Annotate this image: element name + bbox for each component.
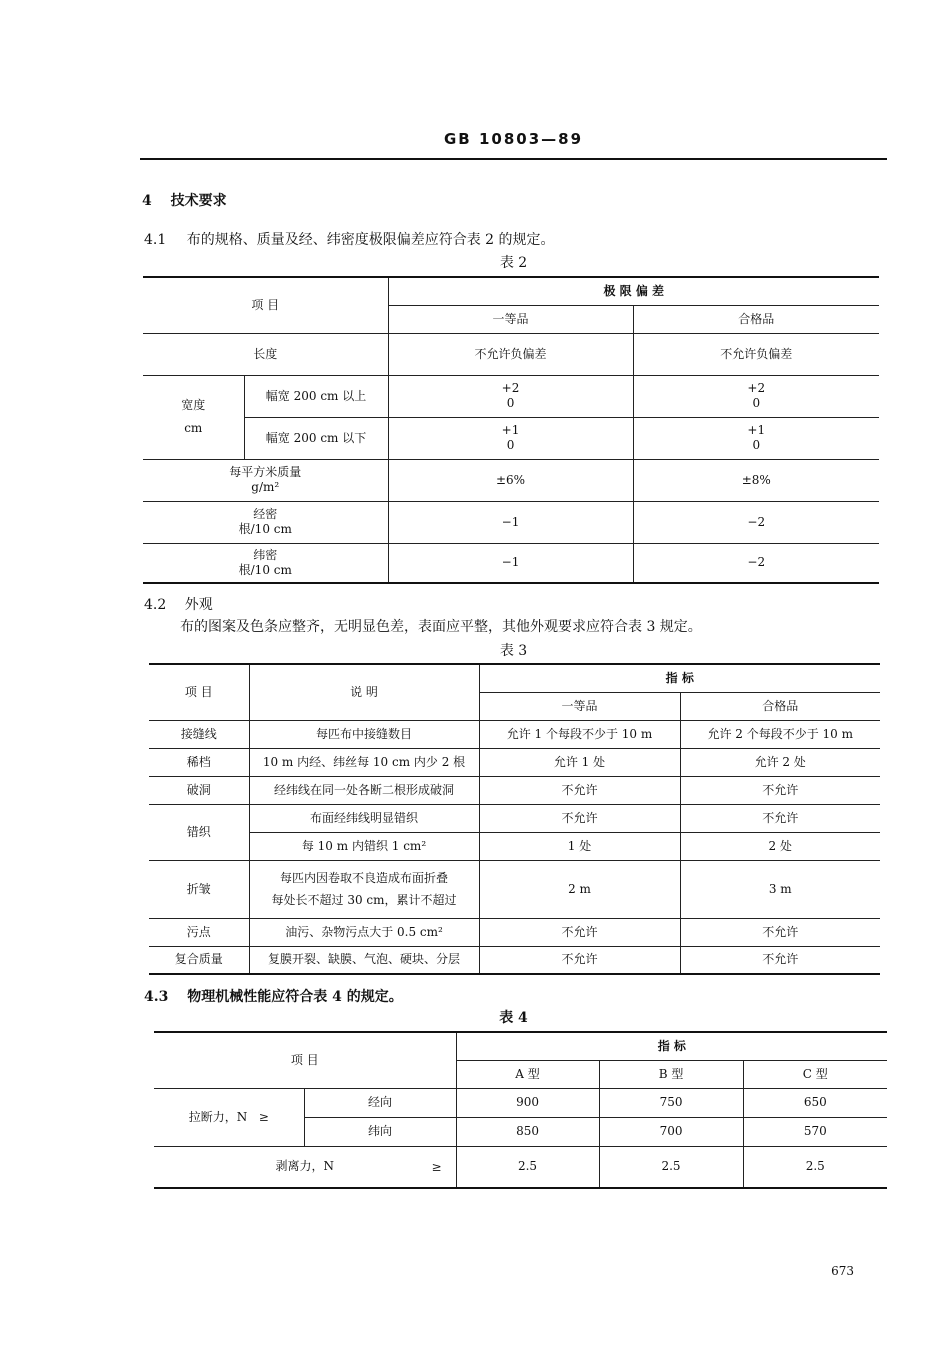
t3-fold-desc — [249, 860, 479, 918]
t4-header-a: A 型 — [456, 1060, 599, 1088]
t3-header-index: 指 标 — [479, 664, 880, 692]
section-4-1-text: 布的规格、质量及经、纬密度极限偏差应符合表 2 的规定。 — [186, 232, 555, 248]
t4-tensile-weft-b: 700 — [599, 1117, 743, 1146]
t4-tensile-warp-a: 900 — [456, 1088, 599, 1117]
t2-width-under-first-lower: 0 — [506, 438, 515, 452]
t4-peel-b: 2.5 — [599, 1146, 743, 1188]
t4-peel-symbol: ≥ — [431, 1159, 442, 1174]
t3-cell-first: 允许 1 个每段不少于 10 m — [479, 720, 680, 748]
t3-cell-qualified: 允许 2 处 — [680, 748, 880, 776]
t2-width-over-first-upper: +2 — [501, 381, 520, 395]
table-row — [149, 860, 880, 918]
t3-mis-item: 错织 — [149, 804, 249, 860]
table-3-caption: 表 3 — [499, 643, 528, 659]
table-row — [149, 832, 880, 860]
t2-width-under-qualified-lower: 0 — [752, 438, 761, 452]
section-4-2-heading — [144, 594, 213, 614]
t4-header-c: C 型 — [743, 1060, 887, 1088]
t3-cell-desc: 每匹布中接缝数目 — [249, 720, 479, 748]
t2-width-under-label: 幅宽 200 cm 以下 — [244, 417, 388, 459]
table-row — [149, 748, 880, 776]
t3-cell-item: 破洞 — [149, 776, 249, 804]
t4-header-item: 项 目 — [154, 1032, 456, 1088]
table-4-caption: 表 4 — [499, 1010, 528, 1026]
t2-width-label — [143, 375, 244, 459]
t4-peel-c: 2.5 — [743, 1146, 887, 1188]
t2-length-label: 长度 — [143, 333, 388, 375]
t2-mass-label — [143, 459, 388, 501]
t4-tensile-weft-c: 570 — [743, 1117, 887, 1146]
t3-mis-b-qualified: 2 处 — [680, 832, 880, 860]
t2-warp-name: 经密 — [253, 507, 278, 521]
t3-cell-item: 稀档 — [149, 748, 249, 776]
t2-width-over-qualified-upper: +2 — [747, 381, 766, 395]
t3-header-first: 一等品 — [479, 692, 680, 720]
t3-cell-qualified: 不允许 — [680, 946, 880, 974]
t4-peel-label — [154, 1146, 456, 1188]
t3-mis-b-first: 1 处 — [479, 832, 680, 860]
section-4-2-title: 外观 — [184, 597, 213, 613]
t3-cell-qualified: 不允许 — [680, 918, 880, 946]
t2-width-over-label: 幅宽 200 cm 以上 — [244, 375, 388, 417]
page-number: 673 — [831, 1264, 854, 1278]
t3-cell-item: 复合质量 — [149, 946, 249, 974]
table-3 — [149, 663, 880, 975]
t3-cell-first: 不允许 — [479, 946, 680, 974]
t2-width-over-first — [388, 375, 633, 417]
table-row — [149, 918, 880, 946]
t3-cell-desc: 油污、杂物污点大于 0.5 cm² — [249, 918, 479, 946]
t2-header-deviation: 极 限 偏 差 — [388, 277, 879, 305]
t2-length-qualified: 不允许负偏差 — [633, 333, 879, 375]
t3-header-item: 项 目 — [149, 664, 249, 720]
section-4-3-number: 4.3 — [144, 989, 169, 1005]
t2-width-name: 宽度 — [181, 398, 206, 412]
section-4-3 — [144, 986, 403, 1006]
t2-width-over-first-lower: 0 — [506, 396, 515, 410]
page-header: GB 10803—89 — [443, 130, 584, 148]
section-4-1-number: 4.1 — [144, 232, 167, 248]
t2-width-under-qualified — [633, 417, 879, 459]
section-4-2-text: 布的图案及色条应整齐，无明显色差，表面应平整，其他外观要求应符合表 3 规定。 — [180, 619, 702, 635]
t2-warp-label — [143, 501, 388, 543]
t4-header-b: B 型 — [599, 1060, 743, 1088]
t2-header-qualified: 合格品 — [633, 305, 879, 333]
t3-cell-desc: 复膜开裂、缺膜、气泡、硬块、分层 — [249, 946, 479, 974]
section-4-1 — [144, 229, 555, 249]
t3-mis-a-first: 不允许 — [479, 804, 680, 832]
t2-weft-name: 纬密 — [253, 547, 278, 562]
t2-width-under-first-upper: +1 — [501, 423, 520, 437]
t2-weft-first: −1 — [388, 543, 633, 583]
t3-fold-desc-line-2: 每处长不超过 30 cm，累计不超过 — [271, 893, 457, 907]
t2-weft-label — [143, 543, 388, 583]
section-4-number: 4 — [142, 193, 152, 209]
t2-header-first: 一等品 — [388, 305, 633, 333]
t2-width-unit: cm — [184, 421, 203, 435]
t2-header-item: 项 目 — [143, 277, 388, 333]
t3-cell-qualified: 不允许 — [680, 776, 880, 804]
t3-fold-item: 折皱 — [149, 860, 249, 918]
section-4-2-number: 4.2 — [144, 597, 167, 613]
t2-width-over-qualified-lower: 0 — [752, 396, 761, 410]
t3-mis-b-desc: 每 10 m 内错织 1 cm² — [249, 832, 479, 860]
t4-tensile-label: 拉断力，N ≥ — [154, 1088, 304, 1146]
t2-mass-unit: g/m² — [251, 480, 280, 494]
t3-header-desc: 说 明 — [249, 664, 479, 720]
t4-tensile-weft-a: 850 — [456, 1117, 599, 1146]
t2-width-under-first — [388, 417, 633, 459]
t4-peel-a: 2.5 — [456, 1146, 599, 1188]
t4-header-index: 指 标 — [456, 1032, 887, 1060]
table-row — [149, 776, 880, 804]
section-4-heading — [142, 190, 227, 210]
section-4-title: 技术要求 — [170, 193, 227, 209]
t3-fold-qualified: 3 m — [680, 860, 880, 918]
t3-header-qualified: 合格品 — [680, 692, 880, 720]
t3-fold-desc-line-1: 每匹内因卷取不良造成布面折叠 — [279, 871, 448, 885]
table-row — [149, 946, 880, 974]
t3-cell-first: 允许 1 处 — [479, 748, 680, 776]
table-2-caption: 表 2 — [499, 255, 528, 271]
table-4 — [154, 1031, 887, 1189]
t3-cell-item: 接缝线 — [149, 720, 249, 748]
t4-tensile-weft-label: 纬向 — [304, 1117, 456, 1146]
t3-cell-item: 污点 — [149, 918, 249, 946]
t3-cell-first: 不允许 — [479, 918, 680, 946]
t2-length-first: 不允许负偏差 — [388, 333, 633, 375]
t2-width-over-qualified — [633, 375, 879, 417]
t2-width-under-qualified-upper: +1 — [747, 423, 766, 437]
t3-cell-qualified: 允许 2 个每段不少于 10 m — [680, 720, 880, 748]
table-row — [149, 804, 880, 832]
table-row — [149, 720, 880, 748]
t4-tensile-warp-c: 650 — [743, 1088, 887, 1117]
t3-cell-first: 不允许 — [479, 776, 680, 804]
t2-weft-qualified: −2 — [633, 543, 879, 583]
t4-tensile-warp-label: 经向 — [304, 1088, 456, 1117]
t2-mass-first: ±6% — [388, 459, 633, 501]
t4-peel-name: 剥离力，N — [275, 1159, 335, 1174]
t2-mass-qualified: ±8% — [633, 459, 879, 501]
t3-mis-a-qualified: 不允许 — [680, 804, 880, 832]
table-2 — [143, 276, 879, 584]
header-rule — [140, 158, 887, 160]
t2-warp-qualified: −2 — [633, 501, 879, 543]
t3-cell-desc: 10 m 内经、纬丝每 10 cm 内少 2 根 — [249, 748, 479, 776]
t4-tensile-warp-b: 750 — [599, 1088, 743, 1117]
t2-weft-unit: 根/10 cm — [238, 562, 292, 577]
t2-warp-unit: 根/10 cm — [238, 522, 292, 536]
t2-mass-name: 每平方米质量 — [229, 465, 302, 479]
t2-warp-first: −1 — [388, 501, 633, 543]
t3-mis-a-desc: 布面经纬线明显错织 — [249, 804, 479, 832]
t3-fold-first: 2 m — [479, 860, 680, 918]
section-4-3-text: 物理机械性能应符合表 4 的规定。 — [187, 989, 403, 1005]
t3-cell-desc: 经纬线在同一处各断二根形成破洞 — [249, 776, 479, 804]
